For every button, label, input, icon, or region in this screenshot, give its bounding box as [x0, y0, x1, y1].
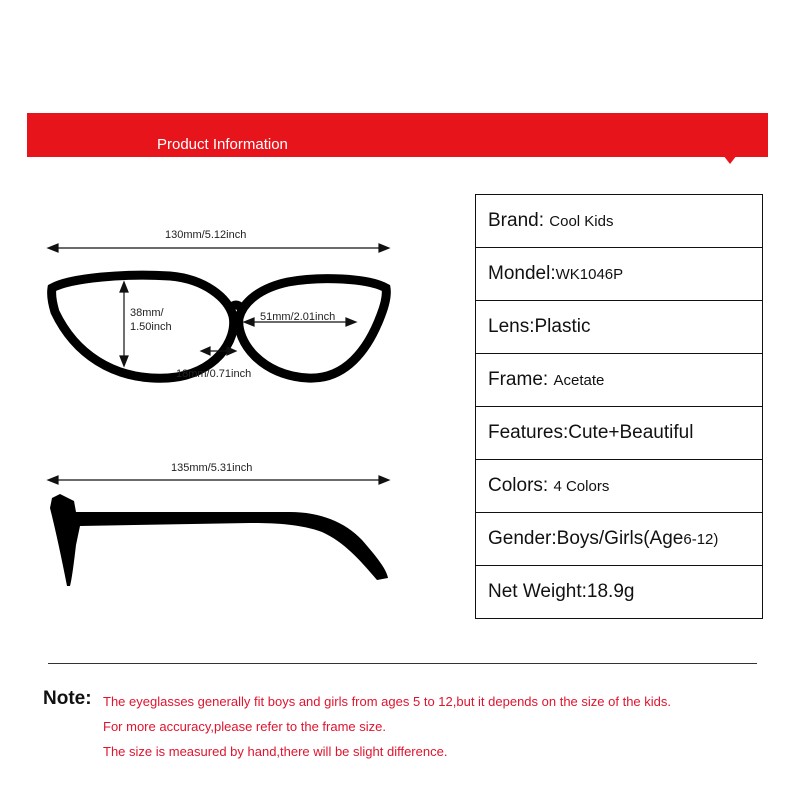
bridge-label: 18mm/0.71inch [176, 368, 252, 380]
right-lens-rim [239, 279, 387, 378]
brand-label: Brand: [488, 210, 544, 231]
weight-text: Net Weight:18.9g [488, 581, 635, 602]
note-label: Note: [43, 688, 92, 709]
temple-length-label: 135mm/5.31inch [171, 462, 253, 474]
gender-label: Gender:Boys/Girls(Age [488, 528, 684, 549]
note-line-2: For more accuracy,please refer to the frame size. [103, 719, 386, 734]
lens-text: Lens:Plastic [488, 316, 591, 337]
brand-value: Cool Kids [549, 213, 614, 230]
section-divider [48, 663, 757, 664]
frame-label: Frame: [488, 369, 549, 390]
lens-height-label-b: 1.50inch [130, 321, 172, 333]
lens-height-arrow [120, 282, 128, 366]
spec-row-brand [476, 195, 763, 248]
bridge [230, 305, 242, 309]
frame-value: Acetate [553, 372, 605, 389]
spec-row-features [476, 407, 763, 460]
temple-length-arrow [48, 476, 389, 484]
spec-row-weight [476, 566, 763, 619]
colors-label: Colors: [488, 475, 549, 496]
lens-height-label-a: 38mm/ [130, 307, 164, 319]
banner-title: Product Information [157, 136, 288, 153]
gender-value: 6-12) [683, 531, 719, 548]
features-text: Features:Cute+Beautiful [488, 422, 694, 443]
note-line-3: The size is measured by hand,there will be slight difference. [103, 744, 448, 759]
model-value: WK1046P [555, 266, 624, 283]
spec-row-model [476, 248, 763, 301]
spec-row-colors [476, 460, 763, 513]
spec-row-frame [476, 354, 763, 407]
spec-row-lens [476, 301, 763, 354]
total-width-label: 130mm/5.12inch [165, 229, 247, 241]
width-arrow [48, 244, 389, 252]
glasses-temple-side-view [50, 494, 388, 586]
model-label: Mondel: [488, 263, 556, 284]
note-line-1: The eyeglasses generally fit boys and girls from ages 5 to 12,but it depends on the size of the kids. [103, 694, 671, 709]
spec-row-gender [476, 513, 763, 566]
colors-value: 4 Colors [553, 478, 610, 495]
lens-width-label: 51mm/2.01inch [260, 311, 336, 323]
spec-table [475, 194, 763, 619]
